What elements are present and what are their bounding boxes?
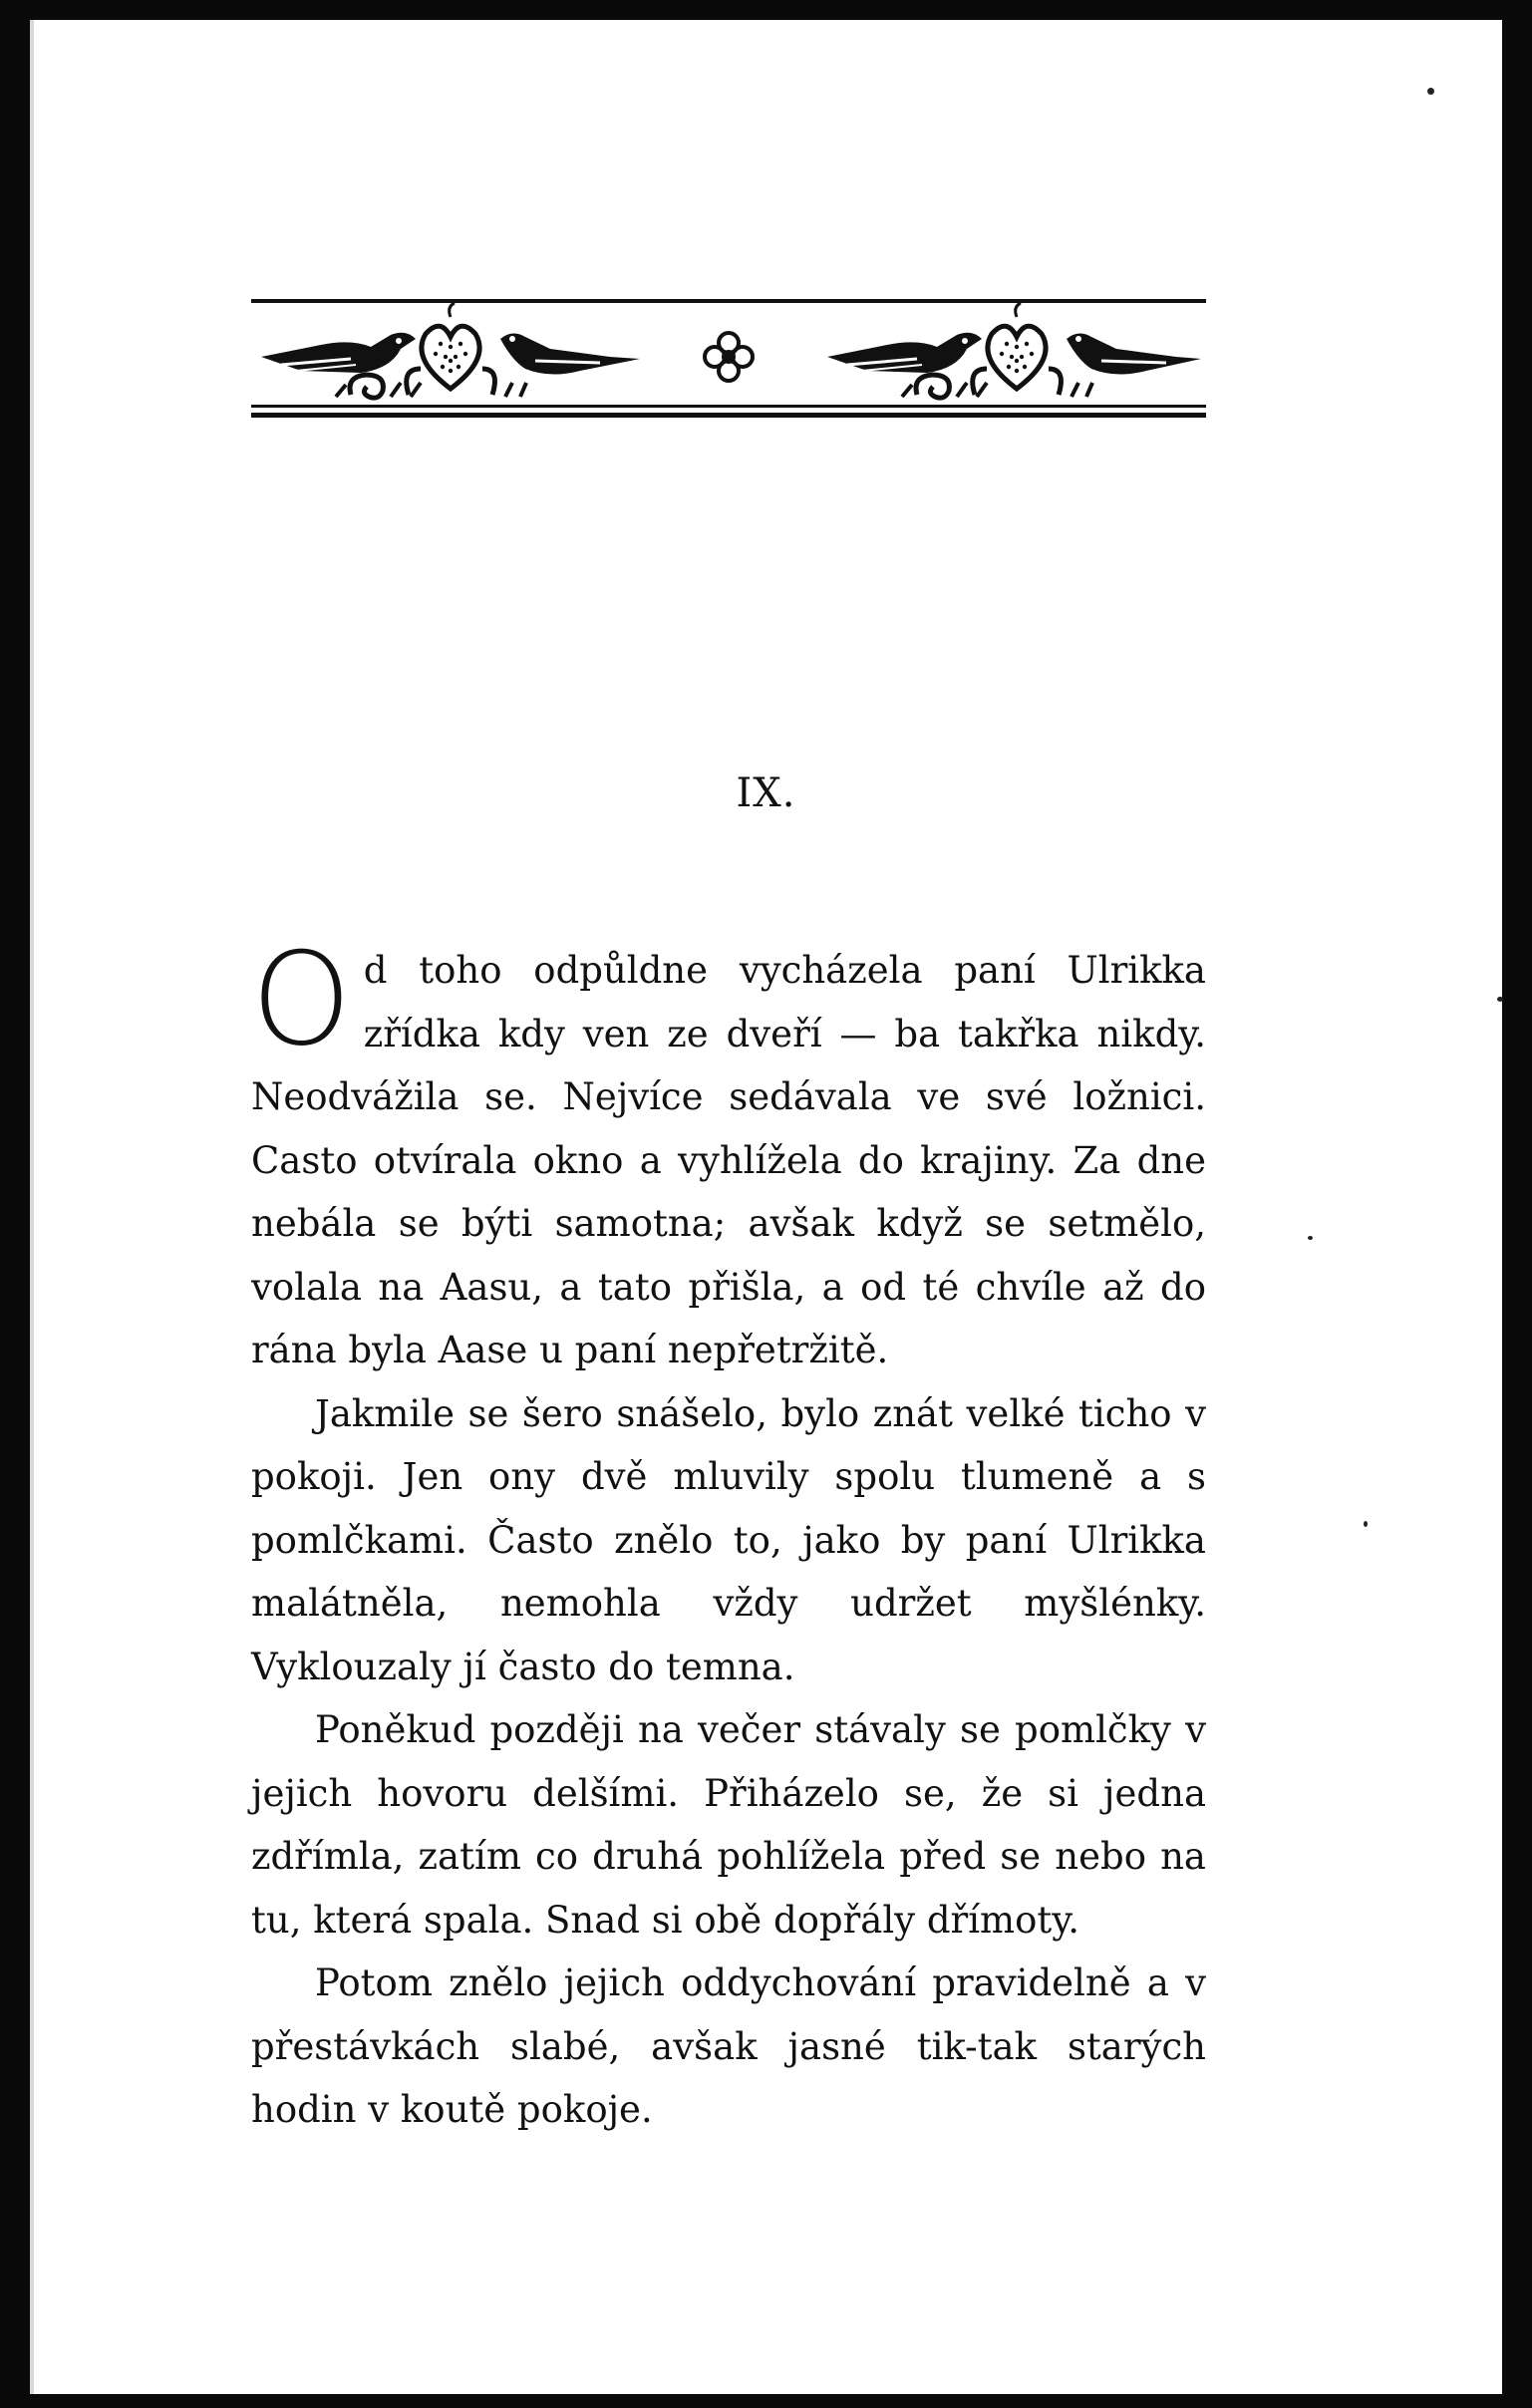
scan-speck xyxy=(1497,997,1503,1002)
paragraph-4: Potom znělo jejich oddychování pravidelně a v přestávkách slabé, avšak jasné tik-tak starých hodin v koutě pokoje. xyxy=(251,1961,1206,2131)
drop-cap: O xyxy=(251,926,352,1074)
page-edge xyxy=(30,20,34,2394)
body-text xyxy=(251,926,1206,2142)
scan-speck xyxy=(1427,88,1434,95)
header-ornament-icon xyxy=(251,299,1206,425)
scan-speck xyxy=(1308,1236,1313,1240)
paragraph-1 xyxy=(251,926,1206,1382)
paragraph-3: Poněkud později na večer stávaly se pomlčky v jejich hovoru delšími. Přiházelo se, že si jedna zdřímla, zatím co druhá pohlížela před se nebo na tu, která spala. Snad si obě dopřály dřímoty. xyxy=(251,1708,1206,1942)
paragraph-1-text: d toho odpůldne vycházela paní Ulrikka zřídka kdy ven ze dveří — ba takřka nikdy. Neodvážila se. Nejvíce sedávala ve své ložnici. Casto otvírala okno a vyhlížela do krajiny. Za dne nebála se býti samotna; avšak když se setmělo, volala na Aasu, a tato přišla, a od té chvíle až do rána byla Aase u paní nepřetržitě. xyxy=(251,949,1206,1371)
paragraph-2: Jakmile se šero snášelo, bylo znát velké ticho v pokoji. Jen ony dvě mluvily spolu tlumeně a s pomlčkami. Často znělo to, jako by paní Ulrikka malátněla, nemohla vždy udržet myšlénky. Vyklouzaly jí často do temna. xyxy=(251,1391,1206,1688)
scan-speck xyxy=(1364,1521,1368,1527)
chapter-number: IX. xyxy=(736,770,796,816)
